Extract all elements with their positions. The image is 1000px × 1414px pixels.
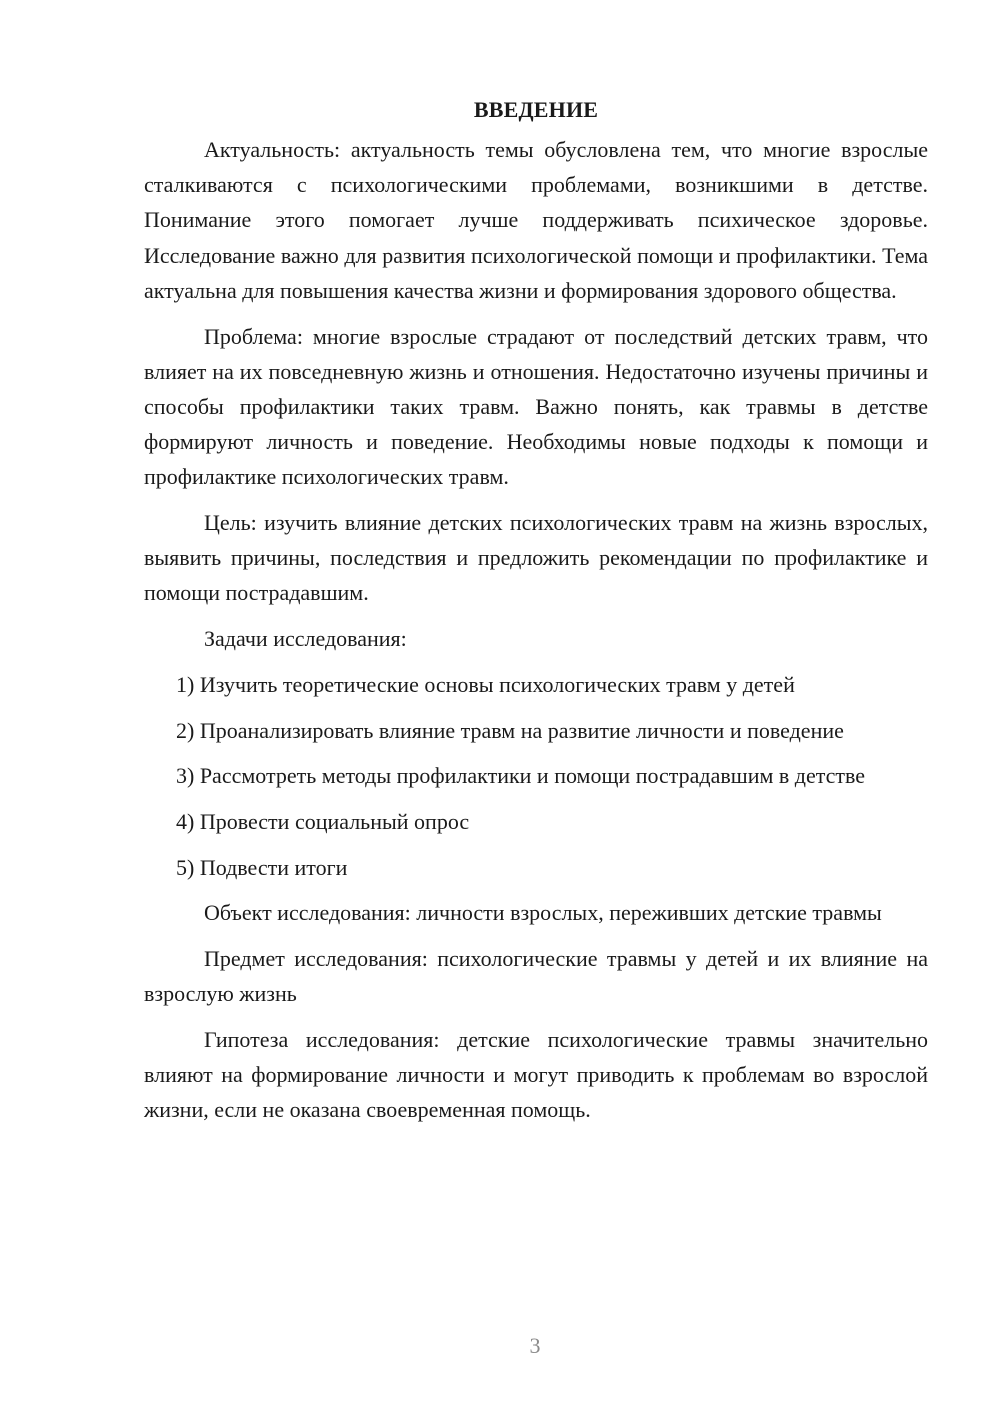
paragraph-relevance: Актуальность: актуальность темы обусловлена тем, что многие взрослые сталкиваются с психологическими проблемами, возникшими в детстве. Понимание этого помогает лучше поддерживать психическое здоровье. Исследование важно для развития психологической помощи и профилактики. Тема актуальна для повышения качества жизни и формирования здорового общества. xyxy=(144,137,928,303)
paragraph-goal: Цель: изучить влияние детских психологических травм на жизнь взрослых, выявить причины, последствия и предложить рекомендации по профилактике и помощи пострадавшим. xyxy=(144,510,928,606)
page-number: 3 xyxy=(529,1333,541,1358)
task-item-4: 4) Провести социальный опрос xyxy=(176,808,470,834)
page-title: ВВЕДЕНИЕ xyxy=(473,97,599,122)
task-item-1: 1) Изучить теоретические основы психологических травм у детей xyxy=(176,671,795,697)
document-page xyxy=(144,92,928,1138)
paragraph-subject: Предмет исследования: психологические травмы у детей и их влияние на взрослую жизнь xyxy=(144,946,928,1007)
tasks-heading: Задачи исследования: xyxy=(204,626,407,652)
paragraph-hypothesis: Гипотеза исследования: детские психологические травмы значительно влияют на формирование личности и могут приводить к проблемам во взрослой жизни, если не оказана своевременная помощь. xyxy=(144,1026,928,1123)
paragraph-object: Объект исследования: личности взрослых, переживших детские травмы xyxy=(204,900,882,926)
task-item-5: 5) Подвести итоги xyxy=(176,854,348,880)
paragraph-problem: Проблема: многие взрослые страдают от последствий детских травм, что влияет на их повседневную жизнь и отношения. Недостаточно изучены причины и способы профилактики таких травм. Важно понять, как травмы в детстве формируют личность и поведение. Необходимы новые подходы к помощи и профилактике психологических травм. xyxy=(144,323,928,490)
task-item-2: 2) Проанализировать влияние травм на развитие личности и поведение xyxy=(176,717,844,743)
task-item-3: 3) Рассмотреть методы профилактики и помощи пострадавшим в детстве xyxy=(176,763,866,789)
